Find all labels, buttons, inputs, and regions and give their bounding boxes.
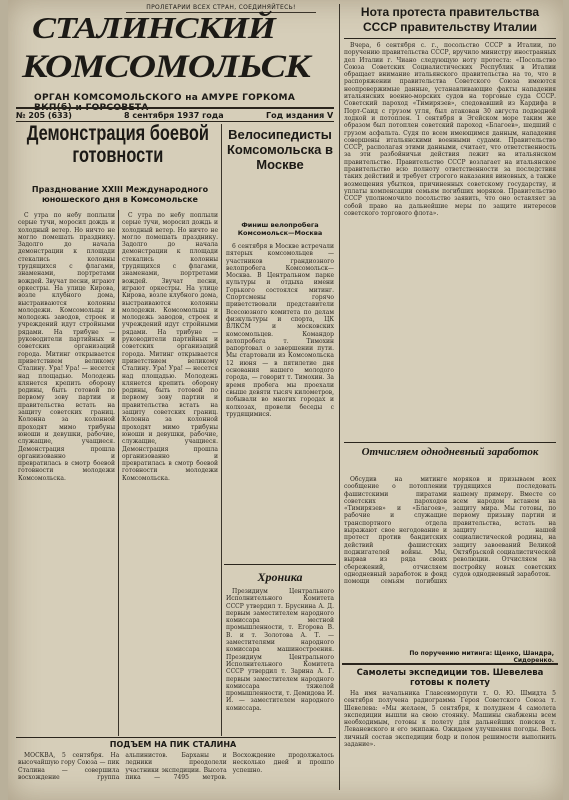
headline-otchislyaem: Отчисляем однодневный заработок [361,446,539,458]
masthead-title-line1: СТАЛИНСКИЙ [32,11,275,45]
article-body-otchislyaem: Обсудив на митинге сообщение о потоплении фашистскими пиратами советских пароходов «Тимирязев» и «Благоев», рабочие и служащие транспортного отдела выражают свое негодование и протест против бандитских действий фашистских поджигателей войны. Мы, вырвав из ряда своих сбережений, отчисляем однодневный заработок в фонд помощи семьям погибших моряков и призываем всех трудящихся последовать нашему примеру. Вместе со всем народом встанем на защиту мира. Мы готовы, по первому призыву партии и правительства, встать на защиту нашей социалистической родины, на защиту завоеваний Великой Октябрьской социалистической революции. Отчисляем на постройку новых советских судов однодневный заработок. [344,476,556,586]
article-body-demonstration-col2: С утра по небу поплыли серые тучи, моросил дождь и холодный ветер. Но ничто не могло помешать празднику. Задолго до начала демонстрации к площади стекались колонны трудящихся с флагами, знаменами, портретами вождей. Звучат песни, играют оркестры. На улице Кирова, возле клубного дома, выстраиваются колонны молодежи. Комсомольцы и молодежь заводов, строек и учреждений идут стройными рядами. На трибуне — руководители партийных и советских организаций города. Митинг открывается приветствием великому Сталину. Ура! Ура! — несется над площадью. Молодежь клянется крепить оборону родины, быть готовой по первому зову партии и правительства встать на защиту советских границ. Колонна за колонной проходят мимо трибуны юноши и девушки, рабочие, служащие, учащиеся. Демонстрация прошла организованно и превратилась в смотр боевой готовности молодежи Комсомольска. [122,212,218,482]
issue-number: № 205 (633) [16,111,72,120]
nota-rule [344,38,556,39]
newspaper-page [8,0,563,800]
column-divider [221,124,222,736]
slogan: ПРОЛЕТАРИИ ВСЕХ СТРАН, СОЕДИНЯЙТЕСЬ! [126,4,316,13]
article-body-demonstration: С утра по небу поплыли серые тучи, моросил дождь и холодный ветер. Но ничто не могло помешать празднику. Задолго до начала демонстрации к площади стекались колонны трудящихся с флагами, знаменами, портретами вождей. Звучат песни, играют оркестры. На улице Кирова, возле клубного дома, выстраиваются колонны молодежи. Комсомольцы и молодежь заводов, строек и учреждений идут стройными рядами. На трибуне — руководители партийных и советских организаций города. Митинг открывается приветствием великому Сталину. Ура! Ура! — несется над площадью. Молодежь клянется крепить оборону родины, быть готовой по первому зову партии и правительства встать на защиту советских границ. Колонна за колонной проходят мимо трибуны юноши и девушки, рабочие, служащие, учащиеся. Демонстрация прошла организованно и превратилась в смотр боевой готовности молодежи Комсомольска. [18,212,115,482]
chronika-rule [224,564,336,565]
headline-chronika: Хроника [257,570,303,584]
column-divider [339,4,340,790]
masthead-rule [16,107,334,109]
article-body-nota: Вчера, 6 сентября с. г., посольство СССР в Италии, по поручению правительства СССР, вручило министру иностранных дел Италии г. Чиано следующую ноту протеста: «Посольство Союза Советских Социалистических Республик в Италии обращает внимание итальянского правительства на то, что в распоряжении правительства Советского Союза имеются неопровержимые данные, устанавливающие факты нападения итальянских военно-морских судов на торговые суда СССР. Советский пароход «Тимирязев», следовавший из Кардифа в Порт-Саид с грузом угля, был атакован 30 августа подводной лодкой и потоплен. 1 сентября в Эгейском море таким же образом был потоплен советский пароход «Благоев», шедший с грузом асфальта. Судя по всем имеющимся данным, нападения совершены итальянскими военными судами. Правительство СССР, располагая этими данными, считает, что ответственность за эти разбойничьи действия лежит на итальянском правительстве. Правительство СССР возлагает на итальянское правительство всю полноту ответственности за последствия таких действий и требует строгого наказания виновных, а также возмещения убытков, причиненных советскому государству, и уплаты компенсации семьям погибших моряков. Правительство СССР уполномочило посольство заявить, что оно оставляет за собой право на дальнейшие меры по защите интересов советского торгового флота». [344,42,556,217]
subhead-velo: Финиш велопробега Комсомольск—Москва [237,221,323,237]
article-body-chronika: Президиум Центрального Исполнительного Комитета СССР утвердил т. Бруснина А. Д. первым заместителем народного комиссара местной промышленности, т. Егорова В. В. и т. Золотова А. Т. — заместителями народного комиссара машиностроения. Президиум Центрального Исполнительного Комитета СССР утвердил т. Зарина А. Г. первым заместителем народного комиссара тяжелой промышленности, т. Демидова И. И. — заместителем народного комиссара. [226,588,334,712]
signers: По поручению митинга: Щенко, Шандра, Сидоренко. [409,650,554,664]
headline-samolety: Самолеты экспедиции тов. Шевелева готовы к полету [342,663,558,691]
article-body-samolety: На имя начальника Главсевморпути т. О. Ю. Шмидта 5 сентября получена радиограмма Героя Советского Союза т. Шевелева: «Мы желаем, 5 сентября, к полуднем 4 самолета экспедиции вышли на свою стоянку. Машины снабжены всем необходимым, готовы к полету для дальнейших поисков т. Леваневского и его экипажа. Ожидаем улучшения погоды. Весь личный состав экспедиции бодр и полон решимости выполнить задание». [344,690,556,749]
masthead-organ: ОРГАН КОМСОМОЛЬСКОГО на АМУРЕ ГОРКОМА [34,93,296,103]
headline-velo: Велосипедисты Комсомольска в Москве [226,127,334,172]
issue-year: Год издания V [266,111,334,120]
article-body-velo: 6 сентября в Москве встречали пятерых комсомольцев — участников грандиозного велопробега Комсомольск—Москва. В Центральном парке культуры и отдыха имени Горького состоялся митинг. Спортсмены горячо приветствовали представители Всесоюзного комитета по делам физкультуры и спорта, ЦК ВЛКСМ и московских комсомольцев. Командор велопробега т. Тимохин рапортовал о завершении пути. Мы стартовали из Комсомольска 12 июня — в пятилетие дня основания нашего молодого города, — говорит т. Тимохин. За время пробега мы проехали свыше девяти тысяч километров, побывали во многих городах и колхозах, провели беседы с трудящимися. [226,243,334,418]
headline-pik: ПОДЪЕМ НА ПИК СТАЛИНА [109,740,237,749]
pik-rule [16,737,336,738]
issue-date: 8 сентября 1937 года [124,111,224,120]
subhead-demonstration: Празднование XXIII Международного юношеского дня в Комсомольске [31,185,209,204]
masthead-title-line2: КОМСОМОЛЬСК [22,49,310,85]
otch-rule [344,442,556,443]
article-body-pik: МОСКВА, 5 сентября. На высочайшую гору Союза — пик Сталина — совершила восхождение группа альпинистов. Барханы и ледники преодолели участники экспедиции. Высота пика — 7495 метров. Восхождение продолжалось несколько дней и прошло успешно. [18,752,334,781]
headline-demonstration: Демонстрация боевой готовности [26,122,209,167]
headline-nota: Нота протеста правительства СССР правительству Италии [360,5,540,34]
column-divider [118,210,119,736]
